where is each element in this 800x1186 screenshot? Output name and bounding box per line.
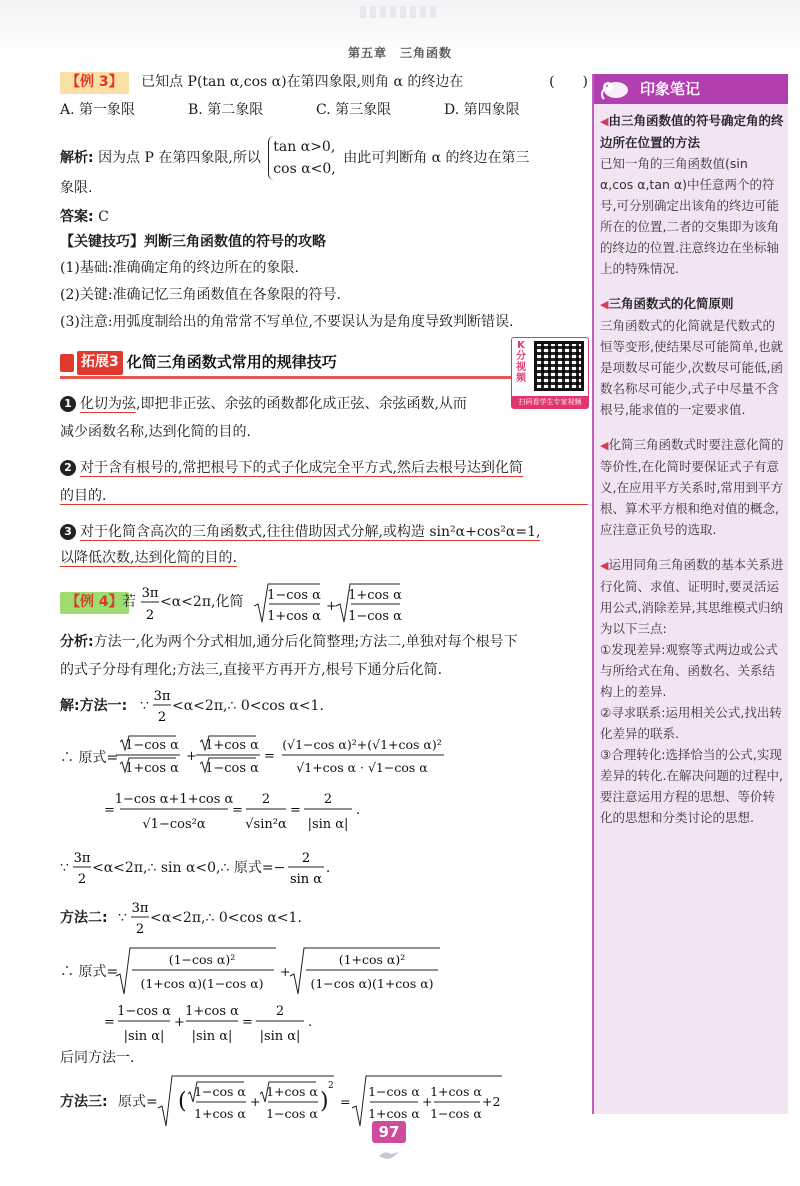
- svg-text:3π: 3π: [73, 851, 91, 866]
- svg-text:sin α: sin α: [289, 872, 323, 887]
- key-skill-item: (2)关键:准确记忆三角函数值在各象限的符号.: [60, 287, 341, 303]
- frac-3pi-over-2: [72, 846, 92, 890]
- svg-text:(: (: [178, 1089, 187, 1114]
- svg-text:1−cos α+1+cos α: 1−cos α+1+cos α: [114, 792, 234, 807]
- svg-text:1+cos α: 1+cos α: [194, 1106, 246, 1121]
- key-skill-title: 【关键技巧】判断三角函数值的符号的攻略: [60, 234, 326, 250]
- video-label: K分视频: [516, 340, 526, 384]
- key-skill-item: (3)注意:用弧度制给出的角常常不写单位,不要误认为是角度导致判断错误.: [60, 314, 514, 330]
- svg-text:1−cos α: 1−cos α: [430, 1106, 482, 1121]
- svg-text:1−cos α: 1−cos α: [194, 1084, 246, 1099]
- svg-text:=: =: [290, 803, 301, 818]
- frac-3pi-over-2: [130, 896, 150, 940]
- method1-step1: [60, 734, 588, 784]
- analysis-end: 象限.: [60, 180, 93, 196]
- analysis-text: 方法一,化为两个分式相加,通分后化简整理;方法二,单独对每个根号下: [93, 634, 518, 650]
- extension-title: 化简三角函数式常用的规律技巧: [126, 353, 337, 372]
- frac-2-over-sin: [286, 846, 336, 890]
- svg-text:1−cos α: 1−cos α: [117, 1004, 171, 1019]
- svg-text:(1+cos α)²: (1+cos α)²: [338, 952, 406, 967]
- method1-step2: [60, 788, 588, 838]
- method1-header: [60, 682, 588, 728]
- svg-text:=: =: [340, 1094, 351, 1109]
- svg-text:2: 2: [135, 922, 145, 937]
- svg-text:+2: +2: [482, 1094, 501, 1109]
- book-icon: [60, 354, 74, 372]
- option-c: C. 第三象限: [316, 102, 392, 118]
- example-tag: 【例 3】: [60, 72, 129, 94]
- svg-text:2: 2: [145, 608, 155, 623]
- note-4-point-3: ③合理转化:选择恰当的公式,实现差异的转化.在解决问题的过程中,要注意运用方程的思想、等价转化的思想和分类讨论的思想.: [600, 747, 783, 825]
- note-body: 已知一角的三角函数值(sin α,cos α,tan α)中任意两个的符号,可分别确定出该角的终边可能所在的位置,二者的交集即为该角的终边的位置.注意终边在坐标轴上的特殊情况.: [600, 156, 779, 276]
- example4-expression: [252, 580, 402, 628]
- page-number: 97: [372, 1121, 406, 1143]
- svg-text:(1+cos α)(1−cos α): (1+cos α)(1−cos α): [140, 976, 264, 991]
- svg-text:=: =: [264, 749, 275, 764]
- triangle-icon: ◀: [600, 115, 609, 128]
- svg-text:+: +: [280, 964, 291, 979]
- svg-text:√sin²α: √sin²α: [245, 817, 287, 832]
- svg-text:1−cos α: 1−cos α: [267, 588, 321, 603]
- svg-text:|sin α|: |sin α|: [259, 1029, 301, 1044]
- rule-1: [60, 394, 588, 416]
- svg-text:(√1−cos α)²+(√1+cos α)²: (√1−cos α)²+(√1+cos α)²: [282, 737, 442, 752]
- svg-text:1+cos α: 1+cos α: [430, 1084, 482, 1099]
- svg-text:|sin α|: |sin α|: [307, 817, 349, 832]
- note-4-point-2: ②寻求联系:运用相关公式,找出转化差异的联系.: [600, 705, 782, 741]
- example3-question: [60, 72, 588, 94]
- method3: [60, 1074, 588, 1130]
- rule-keyword: 化切为弦: [80, 396, 136, 412]
- condition-2: cos α<0,: [273, 161, 336, 177]
- svg-text:=: =: [232, 803, 243, 818]
- frac-3pi-over-2: [152, 684, 172, 728]
- rule-3-cont: [60, 548, 588, 570]
- note-4: [600, 554, 784, 639]
- example4-analysis: [60, 632, 588, 654]
- method1-condition: <α<2π,∴ 0<cos α<1.: [172, 698, 324, 714]
- svg-text:1+cos α: 1+cos α: [348, 588, 402, 603]
- triangle-icon: ◀: [600, 298, 609, 311]
- svg-text:1−cos α: 1−cos α: [266, 1106, 318, 1121]
- rule-number: 1: [60, 396, 76, 412]
- frac-3pi-over-2: [140, 580, 160, 626]
- svg-text:1+cos α: 1+cos α: [185, 1004, 239, 1019]
- rule-text-cont: 的目的.: [60, 488, 107, 504]
- svg-text:.: .: [308, 1015, 313, 1030]
- svg-text:3π: 3π: [153, 689, 171, 704]
- svg-text:1+cos α: 1+cos α: [266, 1084, 318, 1099]
- extension-badge: 拓展3: [77, 351, 123, 375]
- analysis-text-2: 由此可判断角 α 的终边在第三: [343, 150, 530, 166]
- svg-text:|sin α|: |sin α|: [123, 1029, 165, 1044]
- sidebar-notes: [592, 74, 788, 1114]
- svg-text:=: =: [104, 1015, 115, 1030]
- bird-icon: [377, 1148, 401, 1162]
- note-body: 运用同角三角函数的基本关系进行化简、求值、证明时,要灵活运用公式,消除差异,其思维模式归纳为以下三点:: [600, 557, 784, 636]
- because-symbol: ∵: [118, 910, 127, 926]
- qr-code-icon: [534, 341, 584, 391]
- rule-1-cont: 减少函数名称,达到化简的目的.: [60, 424, 251, 440]
- svg-text:+: +: [186, 749, 197, 764]
- svg-text:2: 2: [328, 1081, 334, 1091]
- rule-text-cont: 以降低次数,达到化简的目的.: [60, 550, 237, 566]
- options-row: [60, 100, 588, 122]
- note-2: [600, 293, 784, 420]
- sidebar-title: 印象笔记: [640, 80, 701, 98]
- svg-text:1+cos α: 1+cos α: [125, 761, 179, 776]
- analysis-label: 解析:: [60, 150, 94, 166]
- option-b: B. 第二象限: [188, 102, 264, 118]
- svg-text:+: +: [326, 599, 337, 614]
- condition-brace: [268, 136, 335, 180]
- svg-text:3π: 3π: [131, 901, 149, 916]
- condition-1: tan α>0,: [273, 139, 336, 155]
- svg-text:1+cos α: 1+cos α: [267, 609, 321, 624]
- rule-text: 对于含有根号的,常把根号下的式子化成完全平方式,然后去根号达到化简: [80, 460, 523, 476]
- rule-2: [60, 458, 588, 480]
- method2-step1-formula: [114, 946, 444, 998]
- qr-caption: 扫码看学生专家视频: [512, 396, 588, 408]
- svg-text:(1−cos α)²: (1−cos α)²: [168, 952, 236, 967]
- method3-formula: [156, 1074, 506, 1130]
- svg-text:|sin α|: |sin α|: [191, 1029, 233, 1044]
- key-skill-item: (1)基础:准确确定角的终边所在的象限.: [60, 260, 299, 276]
- analysis-cont: 的式子分母有理化;方法三,直接平方再开方,根号下通分后化简.: [60, 662, 443, 678]
- qr-code-box[interactable]: [511, 337, 589, 409]
- svg-text:.: .: [356, 803, 361, 818]
- analysis-block: [60, 136, 588, 180]
- note-3: [600, 434, 784, 540]
- extension-underline: [60, 376, 588, 379]
- svg-text:1−cos α: 1−cos α: [205, 761, 259, 776]
- svg-text:(1−cos α)(1+cos α): (1−cos α)(1+cos α): [310, 976, 434, 991]
- example-tag: 【例 4】: [60, 592, 129, 614]
- svg-text:√1+cos α · √1−cos α: √1+cos α · √1−cos α: [296, 760, 428, 775]
- method2-step2: [60, 1000, 588, 1048]
- same-as-method1: 后同方法一.: [60, 1050, 135, 1066]
- method2-header: [60, 894, 588, 940]
- question-text: 已知点 P(tan α,cos α)在第四象限,则角 α 的终边在: [141, 74, 464, 90]
- method2-condition: <α<2π,∴ 0<cos α<1.: [150, 910, 302, 926]
- note-1: [600, 110, 784, 279]
- rule-3: [60, 522, 588, 544]
- therefore-original: ∴ 原式=: [60, 750, 119, 766]
- svg-text:.: .: [326, 861, 331, 876]
- note-4-point-1: ①发现差异:观察等式两边或公式与所给式在角、函数名、关系结构上的差异.: [600, 642, 778, 699]
- svg-text:3π: 3π: [141, 586, 159, 601]
- question-range: <α<2π,化简: [160, 594, 244, 610]
- svg-text:2: 2: [275, 1004, 285, 1019]
- question-if: 若: [122, 594, 136, 610]
- sidebar-header: [594, 74, 788, 104]
- method3-label: 方法三:: [60, 1094, 108, 1110]
- svg-text:2: 2: [261, 792, 271, 807]
- svg-text:1+cos α: 1+cos α: [205, 738, 259, 753]
- because-symbol: ∵: [140, 698, 149, 714]
- analysis-text: 因为点 P 在第四象限,所以: [98, 150, 261, 166]
- method2-step1: [60, 946, 588, 998]
- answer-label: 答案:: [60, 209, 94, 225]
- svg-text:1−cos α: 1−cos α: [125, 738, 179, 753]
- svg-text:2: 2: [323, 792, 333, 807]
- option-d: D. 第四象限: [444, 102, 520, 118]
- because-symbol: ∵: [60, 860, 69, 876]
- therefore-original: ∴ 原式=: [60, 964, 119, 980]
- svg-text:2: 2: [77, 872, 87, 887]
- rule-number: 2: [60, 460, 76, 476]
- svg-text:√1−cos²α: √1−cos²α: [142, 817, 206, 832]
- method2-step2-formula: [104, 1000, 364, 1048]
- rule-text: 对于化简含高次的三角函数式,往往借助因式分解,或构造 sin²α+cos²α=1,: [80, 524, 541, 540]
- note-heading: 由三角函数值的符号确定角的终边所在位置的方法: [600, 113, 784, 150]
- analysis-label: 分析:: [60, 634, 94, 650]
- rule-text: ,即把非正弦、余弦的函数都化成正弦、余弦函数,从而: [136, 396, 467, 412]
- chapter-title: 第五章 三角函数: [347, 46, 452, 60]
- note-heading: 三角函数式的化简原则: [608, 296, 734, 311]
- svg-text:2: 2: [301, 851, 311, 866]
- sidebar-body: [600, 110, 784, 828]
- header-decoration: [360, 6, 440, 18]
- svg-text:): ): [320, 1089, 329, 1114]
- answer-line: [60, 207, 588, 229]
- method2-label: 方法二:: [60, 910, 108, 926]
- answer-value: C: [98, 209, 109, 225]
- extension-header: [60, 351, 337, 375]
- method1-label: 解:方法一:: [60, 698, 128, 714]
- svg-text:2: 2: [157, 710, 167, 725]
- example4-question: [60, 580, 588, 630]
- svg-text:1−cos α: 1−cos α: [348, 609, 402, 624]
- conclusion-text: <α<2π,∴ sin α<0,∴ 原式=−: [92, 860, 286, 876]
- method1-conclusion: [60, 844, 588, 890]
- method1-step1-formula: [114, 734, 474, 784]
- svg-text:+: +: [250, 1094, 261, 1109]
- svg-text:1+cos α: 1+cos α: [368, 1106, 420, 1121]
- method1-step2-formula: [104, 788, 404, 838]
- svg-text:=: =: [242, 1015, 253, 1030]
- svg-text:+: +: [174, 1015, 185, 1030]
- rule-2-underline: [60, 504, 588, 505]
- note-body: 化简三角函数式时要注意化简的等价性,在化简时要保证式子有意义,在应用平方关系时,常用到平方根、算术平方根和绝对值的概念,应注意正负号的选取.: [600, 437, 784, 537]
- svg-text:=: =: [104, 803, 115, 818]
- triangle-icon: ◀: [600, 439, 609, 452]
- svg-text:1−cos α: 1−cos α: [368, 1084, 420, 1099]
- rule-number: 3: [60, 524, 76, 540]
- answer-paren: ( ): [549, 74, 588, 90]
- svg-text:+: +: [422, 1094, 433, 1109]
- option-a: A. 第一象限: [60, 102, 136, 118]
- triangle-icon: ◀: [600, 559, 609, 572]
- elephant-icon: [598, 77, 634, 101]
- note-body: 三角函数式的化简就是代数式的恒等变形,使结果尽可能简单,也就是项数尽可能少,次数尽可能低,函数名称尽可能少,式子中尽量不含根号,能求值的一定要求值.: [600, 318, 783, 417]
- method3-text: 原式=: [118, 1094, 158, 1110]
